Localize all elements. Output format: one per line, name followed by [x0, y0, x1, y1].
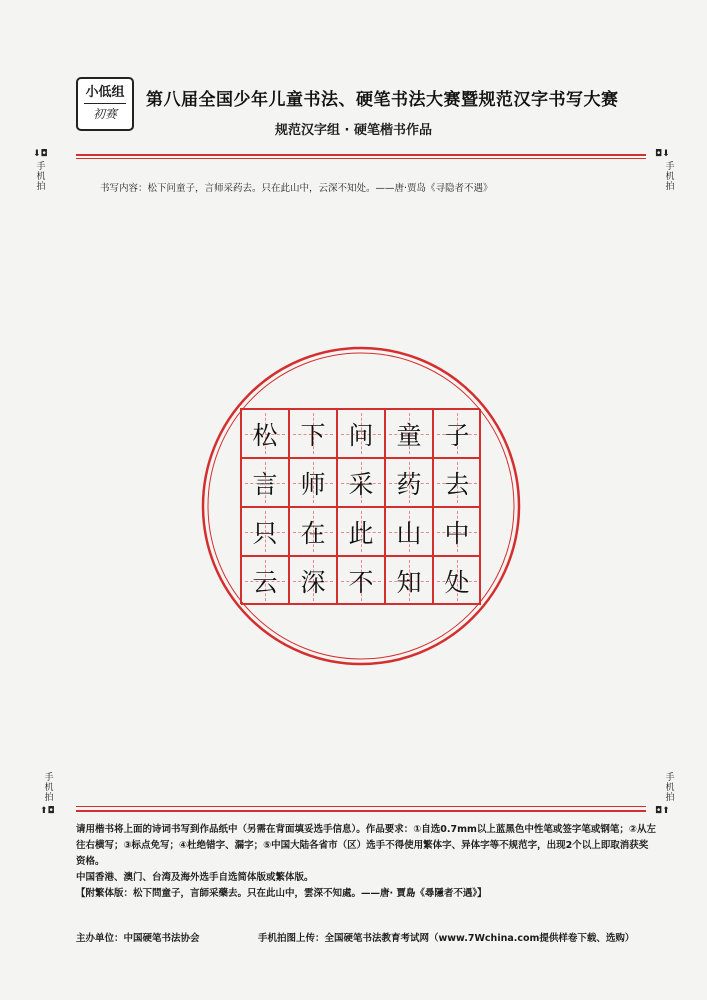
instructions-main: 请用楷书将上面的诗词书写到作品纸中（另需在背面填妥选手信息）。作品要求：①自选0.7mm以上蓝黑色中性笔或签字笔或钢笔；②从左往右横写；③标点免写；④杜绝错字、漏字；⑤中国大陆各省市（区）选手不得使用繁体字、异体字等不规范字，出现2个以上即取消获奖资格。 [76, 824, 656, 867]
grid-cell: 言 [241, 458, 289, 507]
instructions-overseas: 中国香港、澳门、台湾及海外选手自选简体版或繁体版。 [76, 872, 314, 883]
camera-icon: ◘⬆ [655, 806, 670, 816]
grid-cell: 中 [433, 507, 481, 556]
grid-cell: 子 [433, 409, 481, 458]
writing-content: 书写内容：松下问童子，言师采药去。只在此山中，云深不知处。——唐·贾岛《寻隐者不遇》 [100, 183, 493, 194]
side-label-top-right: 手机拍 [665, 162, 675, 192]
grid-cell: 下 [289, 409, 337, 458]
camera-icon: ◘⬇ [655, 149, 670, 159]
character-grid [240, 408, 480, 604]
grid-cell: 采 [337, 458, 385, 507]
instructions [76, 822, 656, 902]
grid-cell: 药 [385, 458, 433, 507]
grid-cell: 处 [433, 556, 481, 605]
grid-cell: 松 [241, 409, 289, 458]
bottom-rule-2 [76, 810, 646, 812]
grid-cell: 山 [385, 507, 433, 556]
group-label: 小低组 [85, 85, 125, 100]
grid-cell: 深 [289, 556, 337, 605]
grid-cell: 知 [385, 556, 433, 605]
page-subtitle: 规范汉字组 · 硬笔楷书作品 [275, 123, 432, 138]
side-label-top-left: 手机拍 [36, 162, 46, 192]
top-rule-2 [76, 158, 646, 159]
instructions-traditional: 【附繁体版：松下問童子，言師采藥去。只在此山中，雲深不知處。——唐· 賈島《尋隱者不遇》】 [76, 888, 487, 899]
side-label-bottom-right: 手机拍 [665, 773, 675, 803]
footer-organizer: 主办单位：中国硬笔书法协会 [76, 933, 200, 944]
grid-cell: 在 [289, 507, 337, 556]
footer-upload: 手机拍图上传：全国硬笔书法教育考试网（www.7Wchina.com提供样卷下载、选购） [258, 933, 635, 944]
grid-cell: 云 [241, 556, 289, 605]
grid-cell: 此 [337, 507, 385, 556]
grid-cell: 去 [433, 458, 481, 507]
round-label: 初赛 [84, 103, 126, 124]
grid-cell: 童 [385, 409, 433, 458]
grid-cell: 师 [289, 458, 337, 507]
camera-icon: ⬇◘ [33, 149, 48, 159]
bottom-rule [76, 806, 646, 807]
side-label-bottom-left: 手机拍 [44, 773, 54, 803]
top-rule [76, 154, 646, 156]
grid-cell: 只 [241, 507, 289, 556]
grid-cell: 不 [337, 556, 385, 605]
camera-icon: ⬆◘ [40, 806, 55, 816]
page-title: 第八届全国少年儿童书法、硬笔书法大赛暨规范汉字书写大赛 [146, 90, 619, 110]
grid-cell: 问 [337, 409, 385, 458]
